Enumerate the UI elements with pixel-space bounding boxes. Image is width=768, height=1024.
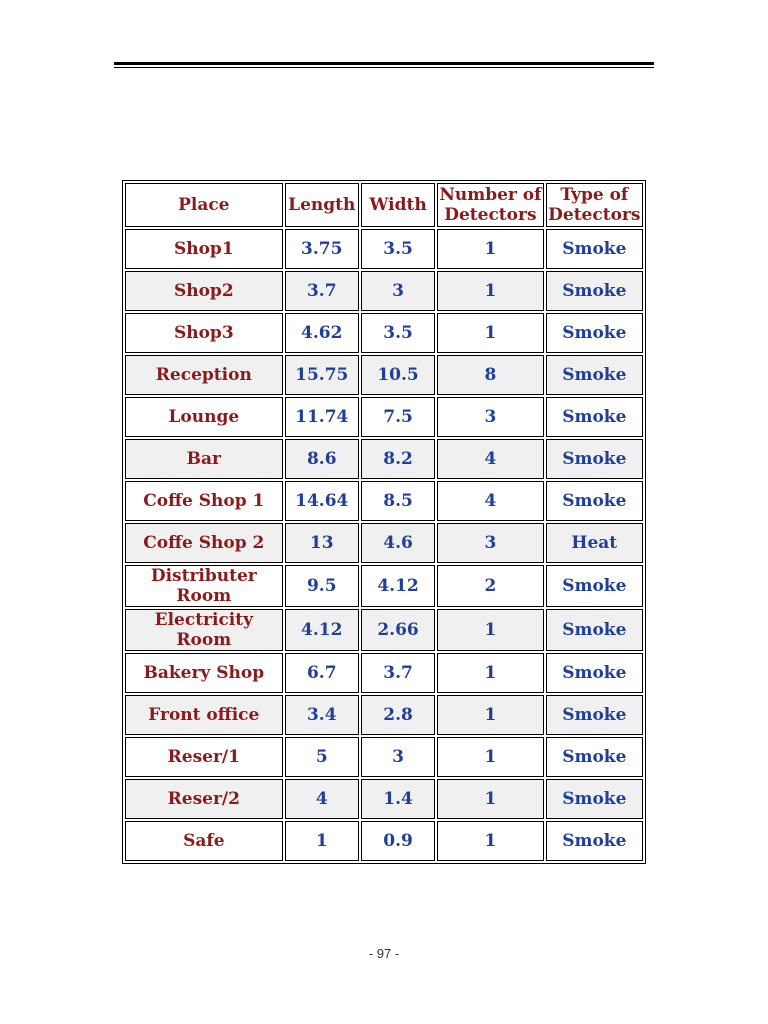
- cell-type: Smoke: [546, 565, 643, 607]
- table-row: [125, 313, 643, 353]
- cell-place: Reception: [125, 355, 283, 395]
- cell-number: 1: [437, 821, 543, 861]
- cell-type: Smoke: [546, 821, 643, 861]
- cell-width: 10.5: [361, 355, 435, 395]
- cell-length: 14.64: [285, 481, 359, 521]
- cell-place: Bakery Shop: [125, 653, 283, 693]
- cell-number: 3: [437, 523, 543, 563]
- cell-width: 3: [361, 737, 435, 777]
- table-header-row: [125, 183, 643, 227]
- cell-length: 6.7: [285, 653, 359, 693]
- table-row: [125, 779, 643, 819]
- cell-width: 3.7: [361, 653, 435, 693]
- cell-number: 3: [437, 397, 543, 437]
- cell-type: Smoke: [546, 355, 643, 395]
- cell-number: 1: [437, 313, 543, 353]
- table-row: [125, 523, 643, 563]
- cell-place: Electricity Room: [125, 609, 283, 651]
- table-row: [125, 695, 643, 735]
- cell-width: 3.5: [361, 313, 435, 353]
- table-row: [125, 481, 643, 521]
- cell-width: 1.4: [361, 779, 435, 819]
- cell-type: Smoke: [546, 653, 643, 693]
- cell-length: 1: [285, 821, 359, 861]
- cell-length: 4: [285, 779, 359, 819]
- cell-width: 8.2: [361, 439, 435, 479]
- cell-type: Smoke: [546, 439, 643, 479]
- table-row: [125, 565, 643, 607]
- cell-number: 1: [437, 779, 543, 819]
- table-row: [125, 271, 643, 311]
- cell-length: 3.4: [285, 695, 359, 735]
- cell-length: 3.7: [285, 271, 359, 311]
- cell-width: 3: [361, 271, 435, 311]
- header-place: Place: [125, 183, 283, 227]
- cell-length: 9.5: [285, 565, 359, 607]
- cell-place: Shop2: [125, 271, 283, 311]
- cell-place: Reser/2: [125, 779, 283, 819]
- cell-place: Shop1: [125, 229, 283, 269]
- cell-type: Smoke: [546, 313, 643, 353]
- header-number-of-detectors: Number of Detectors: [437, 183, 543, 227]
- table-row: [125, 355, 643, 395]
- cell-number: 1: [437, 609, 543, 651]
- table-row: [125, 397, 643, 437]
- header-length: Length: [285, 183, 359, 227]
- cell-number: 4: [437, 439, 543, 479]
- cell-place: Coffe Shop 1: [125, 481, 283, 521]
- cell-number: 1: [437, 271, 543, 311]
- cell-place: Safe: [125, 821, 283, 861]
- cell-place: Reser/1: [125, 737, 283, 777]
- cell-length: 11.74: [285, 397, 359, 437]
- table-row: [125, 609, 643, 651]
- detectors-table: [122, 180, 646, 864]
- cell-length: 5: [285, 737, 359, 777]
- cell-number: 1: [437, 737, 543, 777]
- cell-place: Lounge: [125, 397, 283, 437]
- header-rule: [114, 62, 654, 65]
- header-rule-thin: [114, 67, 654, 68]
- cell-number: 1: [437, 229, 543, 269]
- table-row: [125, 229, 643, 269]
- cell-type: Smoke: [546, 397, 643, 437]
- cell-number: 2: [437, 565, 543, 607]
- cell-length: 8.6: [285, 439, 359, 479]
- cell-width: 3.5: [361, 229, 435, 269]
- cell-place: Coffe Shop 2: [125, 523, 283, 563]
- table-row: [125, 821, 643, 861]
- header-width: Width: [361, 183, 435, 227]
- cell-width: 4.6: [361, 523, 435, 563]
- cell-place: Shop3: [125, 313, 283, 353]
- cell-number: 4: [437, 481, 543, 521]
- cell-number: 1: [437, 695, 543, 735]
- cell-width: 0.9: [361, 821, 435, 861]
- cell-length: 4.12: [285, 609, 359, 651]
- cell-width: 2.8: [361, 695, 435, 735]
- cell-length: 4.62: [285, 313, 359, 353]
- cell-type: Smoke: [546, 609, 643, 651]
- cell-number: 1: [437, 653, 543, 693]
- table-row: [125, 737, 643, 777]
- cell-width: 7.5: [361, 397, 435, 437]
- cell-place: Bar: [125, 439, 283, 479]
- cell-type: Smoke: [546, 695, 643, 735]
- cell-type: Heat: [546, 523, 643, 563]
- table-row: [125, 439, 643, 479]
- table-row: [125, 653, 643, 693]
- cell-type: Smoke: [546, 229, 643, 269]
- cell-length: 3.75: [285, 229, 359, 269]
- cell-width: 4.12: [361, 565, 435, 607]
- cell-number: 8: [437, 355, 543, 395]
- cell-width: 2.66: [361, 609, 435, 651]
- cell-place: Front office: [125, 695, 283, 735]
- cell-type: Smoke: [546, 271, 643, 311]
- cell-type: Smoke: [546, 737, 643, 777]
- cell-width: 8.5: [361, 481, 435, 521]
- header-type-of-detectors: Type of Detectors: [546, 183, 643, 227]
- page-number: - 97 -: [368, 946, 400, 961]
- cell-length: 13: [285, 523, 359, 563]
- cell-type: Smoke: [546, 481, 643, 521]
- cell-length: 15.75: [285, 355, 359, 395]
- cell-place: Distributer Room: [125, 565, 283, 607]
- table-body: [125, 229, 643, 861]
- cell-type: Smoke: [546, 779, 643, 819]
